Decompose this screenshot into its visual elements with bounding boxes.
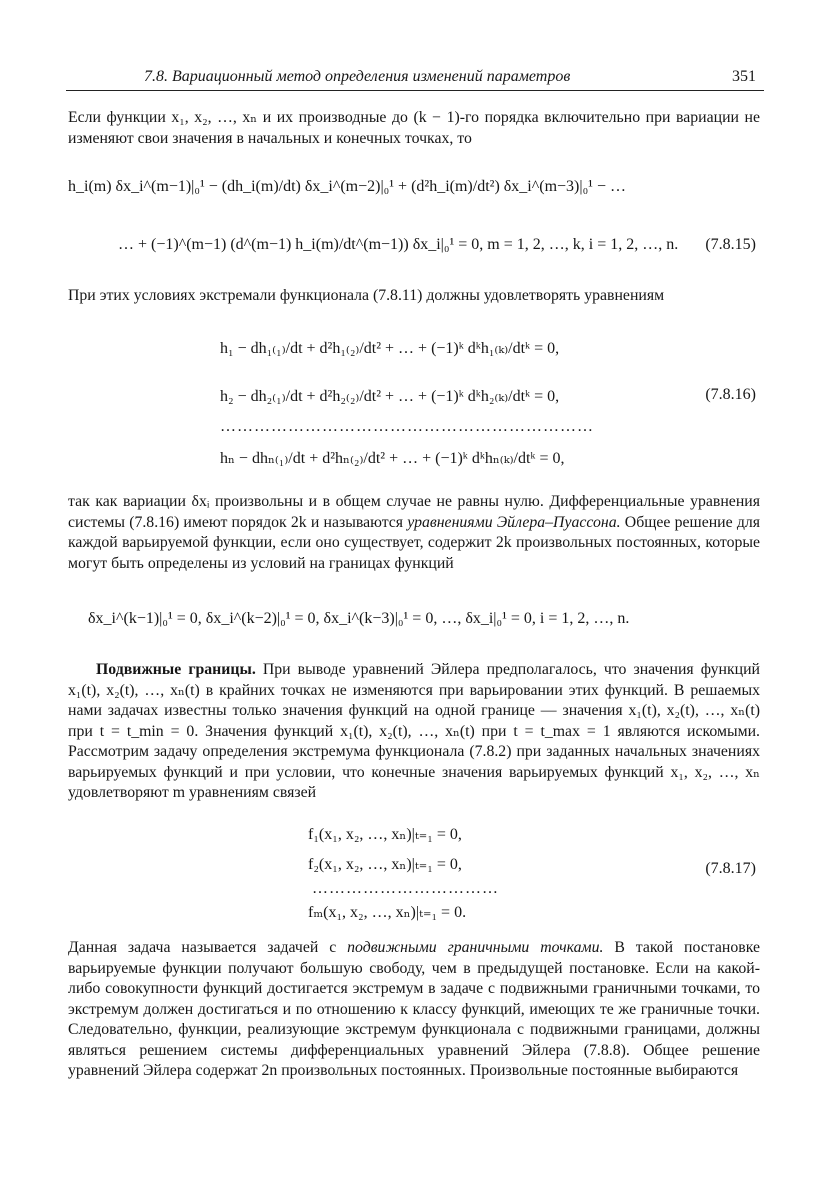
section-heading-moving-boundaries: Подвижные границы.: [96, 661, 256, 678]
paragraph-5: [68, 938, 760, 1082]
equation-row: h₁ − dh₁₍₁₎/dt + d²h₁₍₂₎/dt² + … + (−1)ᵏ dᵏh₁₍ₖ₎/dtᵏ = 0,: [220, 340, 560, 357]
paragraph-5-italic-term: подвижными граничными точками.: [347, 939, 604, 956]
paragraph-2: При этих условиях экстремали функционала (7.8.11) должны удовлетворять уравнениям: [68, 287, 665, 304]
paragraph-3-italic-term: уравнениями Эйлера–Пуассона.: [407, 513, 621, 531]
page-number: 351: [732, 68, 756, 85]
running-header: [66, 62, 764, 91]
paragraph-4-text: При выводе уравнений Эйлера предполагалось, что значения функций x₁(t), x₂(t), …, xₙ(t) в крайних точках не изменяются при варьировании этих функций. В решаемых нами задачах известны только значения функций на одной границе — значения x₁(t), x₂(t), …, xₙ(t) при t = t_min = 0. Значения функций x₁(t), x₂(t), …, xₙ(t) при t = t_max = 1 являются искомыми. Рассмотрим задачу определения экстремума функционала (7.8.2) при заданных начальных значениях варьируемых функций и при условии, что конечные значения варьируемых функций x₁, x₂, …, xₙ удовлетворяют m уравнениям связей: [68, 661, 760, 801]
equation-7-8-17: [68, 820, 760, 930]
equation-7-8-15-line-1: [68, 170, 760, 210]
equation-text: … + (−1)^(m−1) (d^(m−1) h_i(m)/dt^(m−1)) δx_i|₀¹ = 0, m = 1, 2, …, k, i = 1, 2, …, n.: [118, 236, 679, 253]
equation-row: f₁(x₁, x₂, …, xₙ)|ₜ₌₁ = 0,: [308, 826, 462, 843]
equation-row: f₂(x₁, x₂, …, xₙ)|ₜ₌₁ = 0,: [308, 856, 462, 873]
equation-text: δx_i^(k−1)|₀¹ = 0, δx_i^(k−2)|₀¹ = 0, δx_i^(k−3)|₀¹ = 0, …, δx_i|₀¹ = 0, i = 1, 2, …, n.: [88, 610, 630, 627]
equation-number: (7.8.15): [705, 236, 756, 253]
paragraph-4: [68, 660, 760, 804]
equation-number: (7.8.17): [705, 860, 756, 877]
paragraph-1: Если функции x₁, x₂, …, xₙ и их производные до (k − 1)-го порядка включительно при вариации не изменяют свои значения в начальных и конечных точках, то: [68, 109, 760, 147]
paragraph-5-text-1: Данная задача называется задачей с: [68, 939, 348, 956]
equation-7-8-15-line-2: [68, 228, 760, 268]
equation-text: h_i(m) δx_i^(m−1)|₀¹ − (dh_i(m)/dt) δx_i^(m−2)|₀¹ + (d²h_i(m)/dt²) δx_i^(m−3)|₀¹ − …: [68, 178, 626, 195]
equation-dots: …………………………………………………………: [220, 418, 594, 435]
equation-dots: ……………………………: [312, 880, 499, 897]
equation-row: fₘ(x₁, x₂, …, xₙ)|ₜ₌₁ = 0.: [308, 904, 467, 921]
equation-number: (7.8.16): [705, 386, 756, 403]
paragraph-3-text-1: так как вариации δxᵢ произвольны и в общем случае не равны нулю. Дифференциальные уравнения системы (7.8.16) имеют порядок 2k и называются: [68, 493, 760, 531]
header-title: 7.8. Вариационный метод определения изменений параметров: [144, 68, 571, 85]
paragraph-3-text-2: Общее решение для каждой варьируемой функции, если оно существует, содержит 2k произвольных постоянных, которые могут быть определены из условий на границах функций: [68, 513, 761, 572]
paragraph-3: [68, 492, 760, 574]
paragraph-5-text-2: В такой постановке варьируемые функции получают большую свободу, чем в предыдущей постановке. Если на какой-либо совокупности функций достигается экстремум в задаче с подвижными граничными точками, то экстремум должен достигаться и по отношению к классу функций, имеющих те же граничные точки. Следовательно, функции, реализующие экстремум функционала с подвижными границами, должны являться решением системы дифференциальных уравнений Эйлера (7.8.8). Общее решение уравнений Эйлера содержат 2n произвольных постоянных. Произвольные постоянные выбираются: [68, 939, 760, 1079]
equation-row: h₂ − dh₂₍₁₎/dt + d²h₂₍₂₎/dt² + … + (−1)ᵏ dᵏh₂₍ₖ₎/dtᵏ = 0,: [220, 388, 560, 405]
equation-7-8-16: [68, 326, 760, 476]
equation-row: hₙ − dhₙ₍₁₎/dt + d²hₙ₍₂₎/dt² + … + (−1)ᵏ dᵏhₙ₍ₖ₎/dtᵏ = 0,: [220, 450, 565, 467]
equation-boundary-conditions: [68, 602, 760, 642]
